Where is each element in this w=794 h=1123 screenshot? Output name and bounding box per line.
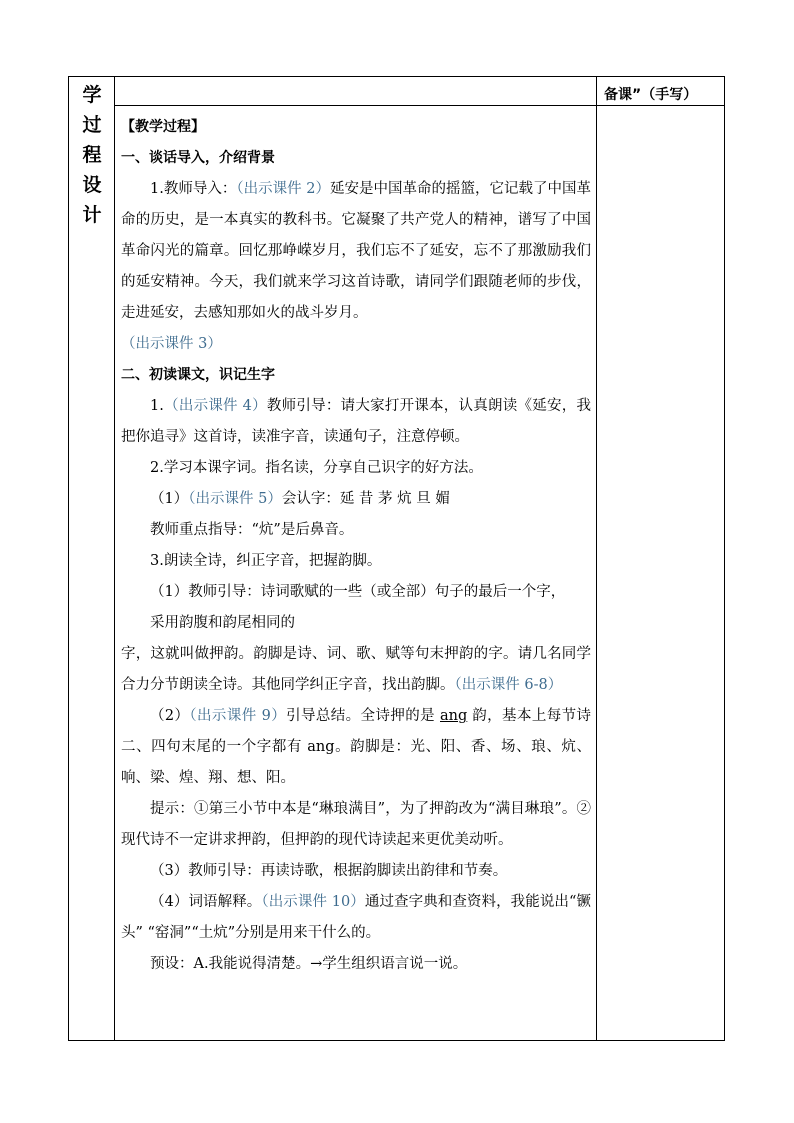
courseware-reference: （出示课件 5）	[188, 491, 282, 507]
part2-paragraph-11: 预设：A.我能说得清楚。→学生组织语言说一说。	[150, 956, 468, 972]
paragraph-text: 通过查字典和查资料，我能说出“镢头” “窑洞”“土炕”分别是用来干什么的。	[121, 894, 591, 941]
part2-paragraph-5: 3.朗读全诗，纠正字音，把握韵脚。	[150, 553, 382, 569]
courseware-reference: （出示课件 2）	[236, 181, 330, 197]
paragraph-text: 字，这就叫做押韵。韵脚是诗、词、歌、赋等句末押韵的字。请几名同学合力分节朗读全诗。其他同学纠正字音，找出韵脚。	[121, 646, 591, 693]
side-title-char: 程	[82, 144, 102, 166]
courseware-reference: （出示课件 10）	[261, 894, 365, 910]
courseware-reference: （出示课件 6-8）	[454, 677, 563, 693]
side-title-char: 过	[82, 114, 102, 136]
table-right-border	[724, 76, 725, 1041]
table-bottom-border	[68, 1040, 725, 1041]
side-title-divider	[114, 76, 115, 1041]
prep-column-divider	[596, 76, 597, 1041]
part2-paragraph-6c	[121, 639, 591, 701]
paragraph-lead: （2）	[150, 708, 190, 724]
courseware-reference: （出示课件 9）	[189, 708, 287, 724]
courseware-reference: （出示课件 3）	[121, 336, 222, 352]
part1-heading: 一、谈话导入，介绍背景	[121, 150, 275, 166]
part2-paragraph-8: 提示：①第三小节中本是“琳琅满目”，为了押韵改为“满目琳琅”。②现代诗不一定讲求押韵，但押韵的现代诗读起来更优美动听。	[121, 801, 591, 848]
paragraph-text: 延安是中国革命的摇篮，它记载了中国革命的历史，是一本真实的教科书。它凝聚了共产党人的精神，谱写了中国革命闪光的篇章。回忆那峥嵘岁月，我们忘不了延安，忘不了那激励我们的延安精神。今天，我们就来学习这首诗歌，请同学们跟随老师的步伐，走进延安，去感知那如火的战斗岁月。	[121, 181, 592, 321]
part2-paragraph-1	[121, 391, 591, 453]
part2-paragraph-6a: （1）教师引导：诗词歌赋的一些（或全部）句子的最后一个字，	[150, 584, 566, 600]
side-title-char: 学	[82, 84, 102, 106]
part2-paragraph-7	[121, 701, 591, 794]
part2-heading: 二、初读课文，识记生字	[121, 367, 275, 383]
paragraph-lead: （1）	[150, 491, 189, 507]
part2-paragraph-2: 2.学习本课字词。指名读，分享自己识字的好方法。	[150, 460, 483, 476]
side-title	[70, 80, 114, 230]
part2-paragraph-9: （3）教师引导：再读诗歌，根据韵脚读出韵律和节奏。	[150, 863, 508, 879]
paragraph-text: 韵，基本上每节诗二、四句末尾的一个字都有 ang。韵脚是：光、阳、香、场、琅、炕、响、梁、煌、翔、想、阳。	[121, 708, 592, 786]
paragraph-text: 会认字：延 昔 茅 炕 旦 媚	[281, 491, 450, 507]
underlined-rhyme: ang	[440, 708, 468, 724]
paragraph-text: 引导总结。全诗押的是	[286, 708, 441, 724]
part2-paragraph-3	[121, 484, 591, 515]
part1-paragraph-1	[121, 174, 591, 329]
table-top-border	[68, 76, 725, 77]
prep-column-label: 备课”（手写）	[604, 87, 698, 103]
table-left-border	[68, 76, 69, 1041]
courseware-reference: （出示课件 4）	[163, 398, 267, 414]
part2-paragraph-6b: 采用韵腹和韵尾相同的	[150, 615, 295, 631]
part1-courseware-3	[121, 329, 591, 360]
part2-paragraph-4: 教师重点指导：“炕”是后鼻音。	[150, 522, 354, 538]
paragraph-lead: 1.	[150, 398, 164, 414]
section-label: 【教学过程】	[121, 119, 205, 135]
paragraph-lead: （4）词语解释。	[150, 894, 262, 910]
header-row-divider	[114, 105, 725, 106]
side-title-char: 设	[82, 174, 102, 196]
paragraph-text: 教师引导：请大家打开课本，认真朗读《延安，我把你追寻》这首诗，读准字音，读通句子，注意停顿。	[121, 398, 591, 445]
side-title-char: 计	[82, 204, 102, 226]
paragraph-lead: 1.教师导入：	[150, 181, 237, 197]
part2-paragraph-10	[121, 887, 591, 949]
lesson-content	[121, 112, 591, 980]
